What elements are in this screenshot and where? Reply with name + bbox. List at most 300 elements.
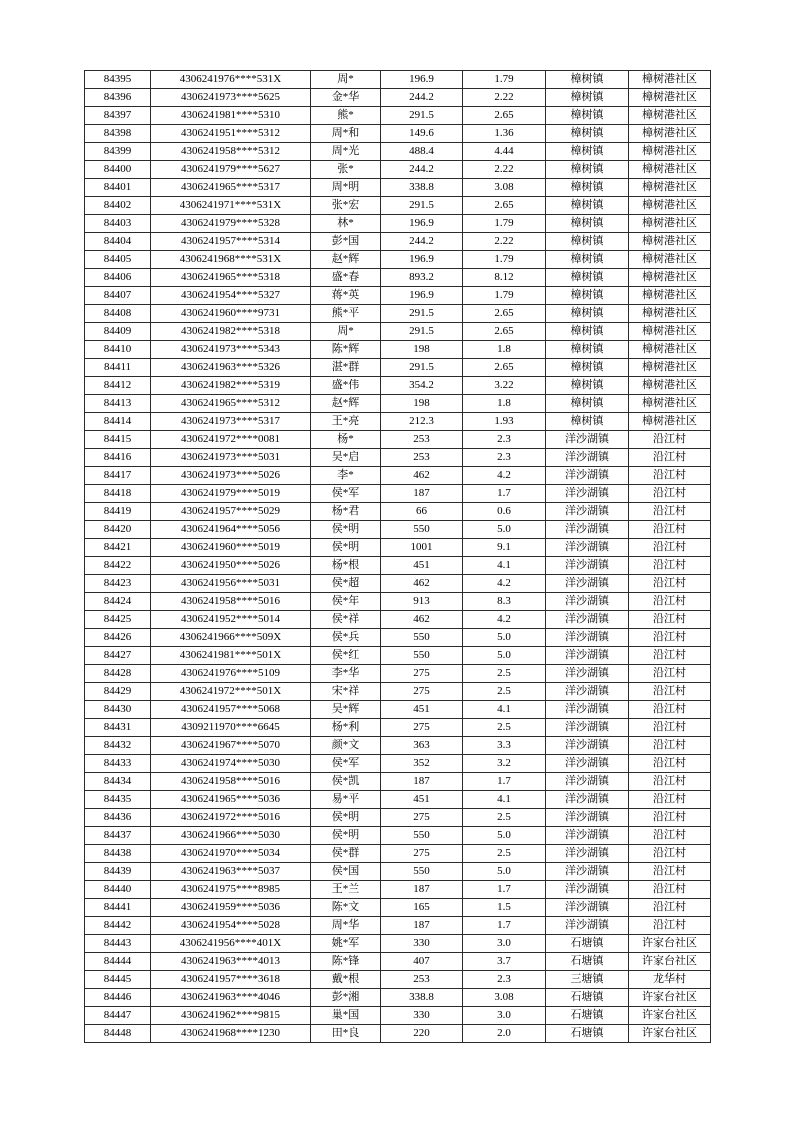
town-cell: 樟树镇 — [546, 323, 629, 341]
table-row — [85, 359, 711, 377]
rate-cell: 5.0 — [463, 647, 546, 665]
amount-cell: 291.5 — [381, 107, 463, 125]
rate-cell: 2.65 — [463, 197, 546, 215]
table-row — [85, 287, 711, 305]
id-number-cell: 4306241982****5318 — [151, 323, 311, 341]
name-cell: 彭*国 — [311, 233, 381, 251]
serial-cell: 84432 — [85, 737, 151, 755]
village-cell: 沿江村 — [629, 647, 711, 665]
rate-cell: 8.12 — [463, 269, 546, 287]
rate-cell: 3.22 — [463, 377, 546, 395]
id-number-cell: 4306241956****401X — [151, 935, 311, 953]
amount-cell: 462 — [381, 467, 463, 485]
id-number-cell: 4306241957****3618 — [151, 971, 311, 989]
id-number-cell: 4309211970****6645 — [151, 719, 311, 737]
serial-cell: 84409 — [85, 323, 151, 341]
table-row — [85, 989, 711, 1007]
table-row — [85, 89, 711, 107]
rate-cell: 4.2 — [463, 611, 546, 629]
name-cell: 巢*国 — [311, 1007, 381, 1025]
name-cell: 张* — [311, 161, 381, 179]
town-cell: 洋沙湖镇 — [546, 809, 629, 827]
name-cell: 侯*红 — [311, 647, 381, 665]
table-row — [85, 971, 711, 989]
amount-cell: 291.5 — [381, 323, 463, 341]
rate-cell: 5.0 — [463, 521, 546, 539]
village-cell: 樟树港社区 — [629, 413, 711, 431]
name-cell: 林* — [311, 215, 381, 233]
table-row — [85, 269, 711, 287]
amount-cell: 275 — [381, 665, 463, 683]
name-cell: 周* — [311, 71, 381, 89]
table-row — [85, 719, 711, 737]
id-number-cell: 4306241972****501X — [151, 683, 311, 701]
table-row — [85, 575, 711, 593]
village-cell: 沿江村 — [629, 467, 711, 485]
amount-cell: 330 — [381, 1007, 463, 1025]
town-cell: 樟树镇 — [546, 71, 629, 89]
town-cell: 洋沙湖镇 — [546, 431, 629, 449]
town-cell: 樟树镇 — [546, 341, 629, 359]
table-row — [85, 665, 711, 683]
table-row — [85, 395, 711, 413]
name-cell: 金*华 — [311, 89, 381, 107]
amount-cell: 66 — [381, 503, 463, 521]
rate-cell: 3.08 — [463, 989, 546, 1007]
name-cell: 陈*文 — [311, 899, 381, 917]
serial-cell: 84414 — [85, 413, 151, 431]
name-cell: 宋*祥 — [311, 683, 381, 701]
name-cell: 杨* — [311, 431, 381, 449]
amount-cell: 291.5 — [381, 359, 463, 377]
id-number-cell: 4306241976****531X — [151, 71, 311, 89]
amount-cell: 165 — [381, 899, 463, 917]
rate-cell: 2.5 — [463, 683, 546, 701]
id-number-cell: 4306241970****5034 — [151, 845, 311, 863]
id-number-cell: 4306241966****5030 — [151, 827, 311, 845]
table-row — [85, 863, 711, 881]
town-cell: 洋沙湖镇 — [546, 719, 629, 737]
id-number-cell: 4306241956****5031 — [151, 575, 311, 593]
serial-cell: 84435 — [85, 791, 151, 809]
town-cell: 石塘镇 — [546, 989, 629, 1007]
name-cell: 王*兰 — [311, 881, 381, 899]
rate-cell: 1.8 — [463, 395, 546, 413]
table-row — [85, 197, 711, 215]
name-cell: 周*和 — [311, 125, 381, 143]
id-number-cell: 4306241962****9815 — [151, 1007, 311, 1025]
name-cell: 侯*年 — [311, 593, 381, 611]
serial-cell: 84403 — [85, 215, 151, 233]
name-cell: 陈*锋 — [311, 953, 381, 971]
rate-cell: 1.79 — [463, 251, 546, 269]
amount-cell: 451 — [381, 701, 463, 719]
amount-cell: 212.3 — [381, 413, 463, 431]
town-cell: 樟树镇 — [546, 395, 629, 413]
town-cell: 洋沙湖镇 — [546, 701, 629, 719]
village-cell: 沿江村 — [629, 899, 711, 917]
table-row — [85, 251, 711, 269]
rate-cell: 1.7 — [463, 485, 546, 503]
table-row — [85, 431, 711, 449]
town-cell: 洋沙湖镇 — [546, 647, 629, 665]
rate-cell: 2.3 — [463, 431, 546, 449]
rate-cell: 2.5 — [463, 809, 546, 827]
amount-cell: 275 — [381, 719, 463, 737]
id-number-cell: 4306241958****5016 — [151, 773, 311, 791]
town-cell: 樟树镇 — [546, 359, 629, 377]
serial-cell: 84417 — [85, 467, 151, 485]
town-cell: 樟树镇 — [546, 215, 629, 233]
table-row — [85, 1025, 711, 1043]
name-cell: 侯*群 — [311, 845, 381, 863]
town-cell: 樟树镇 — [546, 305, 629, 323]
serial-cell: 84402 — [85, 197, 151, 215]
amount-cell: 244.2 — [381, 161, 463, 179]
id-number-cell: 4306241981****501X — [151, 647, 311, 665]
rate-cell: 4.2 — [463, 467, 546, 485]
town-cell: 洋沙湖镇 — [546, 773, 629, 791]
table-row — [85, 647, 711, 665]
name-cell: 湛*群 — [311, 359, 381, 377]
village-cell: 樟树港社区 — [629, 269, 711, 287]
id-number-cell: 4306241954****5327 — [151, 287, 311, 305]
table-row — [85, 773, 711, 791]
rate-cell: 0.6 — [463, 503, 546, 521]
serial-cell: 84398 — [85, 125, 151, 143]
table-row — [85, 215, 711, 233]
town-cell: 樟树镇 — [546, 125, 629, 143]
rate-cell: 4.44 — [463, 143, 546, 161]
town-cell: 洋沙湖镇 — [546, 665, 629, 683]
village-cell: 沿江村 — [629, 629, 711, 647]
serial-cell: 84415 — [85, 431, 151, 449]
village-cell: 沿江村 — [629, 845, 711, 863]
id-number-cell: 4306241968****1230 — [151, 1025, 311, 1043]
amount-cell: 451 — [381, 557, 463, 575]
serial-cell: 84397 — [85, 107, 151, 125]
town-cell: 洋沙湖镇 — [546, 683, 629, 701]
serial-cell: 84407 — [85, 287, 151, 305]
town-cell: 洋沙湖镇 — [546, 917, 629, 935]
amount-cell: 550 — [381, 647, 463, 665]
table-row — [85, 341, 711, 359]
table-row — [85, 881, 711, 899]
rate-cell: 2.65 — [463, 323, 546, 341]
village-cell: 沿江村 — [629, 809, 711, 827]
town-cell: 樟树镇 — [546, 107, 629, 125]
amount-cell: 275 — [381, 683, 463, 701]
rate-cell: 2.22 — [463, 161, 546, 179]
table-row — [85, 467, 711, 485]
table-row — [85, 161, 711, 179]
name-cell: 侯*凯 — [311, 773, 381, 791]
amount-cell: 550 — [381, 827, 463, 845]
serial-cell: 84405 — [85, 251, 151, 269]
id-number-cell: 4306241968****531X — [151, 251, 311, 269]
town-cell: 洋沙湖镇 — [546, 575, 629, 593]
village-cell: 沿江村 — [629, 539, 711, 557]
table-row — [85, 629, 711, 647]
village-cell: 沿江村 — [629, 665, 711, 683]
table-row — [85, 485, 711, 503]
table-row — [85, 305, 711, 323]
village-cell: 沿江村 — [629, 449, 711, 467]
id-number-cell: 4306241952****5014 — [151, 611, 311, 629]
town-cell: 洋沙湖镇 — [546, 611, 629, 629]
serial-cell: 84438 — [85, 845, 151, 863]
village-cell: 沿江村 — [629, 737, 711, 755]
id-number-cell: 4306241958****5312 — [151, 143, 311, 161]
rate-cell: 3.08 — [463, 179, 546, 197]
serial-cell: 84443 — [85, 935, 151, 953]
id-number-cell: 4306241954****5028 — [151, 917, 311, 935]
amount-cell: 1001 — [381, 539, 463, 557]
rate-cell: 2.3 — [463, 971, 546, 989]
town-cell: 洋沙湖镇 — [546, 899, 629, 917]
amount-cell: 187 — [381, 485, 463, 503]
amount-cell: 354.2 — [381, 377, 463, 395]
rate-cell: 2.5 — [463, 719, 546, 737]
rate-cell: 1.8 — [463, 341, 546, 359]
rate-cell: 2.65 — [463, 107, 546, 125]
village-cell: 沿江村 — [629, 611, 711, 629]
amount-cell: 220 — [381, 1025, 463, 1043]
village-cell: 樟树港社区 — [629, 341, 711, 359]
table-row — [85, 755, 711, 773]
amount-cell: 187 — [381, 773, 463, 791]
amount-cell: 196.9 — [381, 71, 463, 89]
village-cell: 樟树港社区 — [629, 305, 711, 323]
name-cell: 侯*国 — [311, 863, 381, 881]
table-row — [85, 827, 711, 845]
village-cell: 龙华村 — [629, 971, 711, 989]
town-cell: 洋沙湖镇 — [546, 737, 629, 755]
amount-cell: 196.9 — [381, 287, 463, 305]
id-number-cell: 4306241963****4046 — [151, 989, 311, 1007]
village-cell: 樟树港社区 — [629, 125, 711, 143]
village-cell: 樟树港社区 — [629, 143, 711, 161]
name-cell: 杨*根 — [311, 557, 381, 575]
serial-cell: 84423 — [85, 575, 151, 593]
serial-cell: 84427 — [85, 647, 151, 665]
name-cell: 熊*平 — [311, 305, 381, 323]
id-number-cell: 4306241951****5312 — [151, 125, 311, 143]
name-cell: 侯*明 — [311, 827, 381, 845]
town-cell: 石塘镇 — [546, 935, 629, 953]
village-cell: 樟树港社区 — [629, 179, 711, 197]
rate-cell: 1.5 — [463, 899, 546, 917]
town-cell: 三塘镇 — [546, 971, 629, 989]
village-cell: 沿江村 — [629, 557, 711, 575]
town-cell: 洋沙湖镇 — [546, 755, 629, 773]
table-row — [85, 71, 711, 89]
amount-cell: 338.8 — [381, 989, 463, 1007]
serial-cell: 84421 — [85, 539, 151, 557]
serial-cell: 84436 — [85, 809, 151, 827]
amount-cell: 253 — [381, 971, 463, 989]
name-cell: 蒋*英 — [311, 287, 381, 305]
serial-cell: 84431 — [85, 719, 151, 737]
rate-cell: 1.7 — [463, 917, 546, 935]
rate-cell: 1.7 — [463, 881, 546, 899]
table-row — [85, 809, 711, 827]
name-cell: 盛*伟 — [311, 377, 381, 395]
amount-cell: 253 — [381, 449, 463, 467]
table-row — [85, 557, 711, 575]
village-cell: 沿江村 — [629, 521, 711, 539]
id-number-cell: 4306241963****5326 — [151, 359, 311, 377]
town-cell: 石塘镇 — [546, 1025, 629, 1043]
name-cell: 戴*根 — [311, 971, 381, 989]
id-number-cell: 4306241973****5317 — [151, 413, 311, 431]
amount-cell: 462 — [381, 611, 463, 629]
name-cell: 王*亮 — [311, 413, 381, 431]
amount-cell: 253 — [381, 431, 463, 449]
id-number-cell: 4306241979****5019 — [151, 485, 311, 503]
village-cell: 许家台社区 — [629, 953, 711, 971]
serial-cell: 84434 — [85, 773, 151, 791]
table-row — [85, 611, 711, 629]
village-cell: 沿江村 — [629, 431, 711, 449]
id-number-cell: 4306241973****5026 — [151, 467, 311, 485]
table-row — [85, 899, 711, 917]
village-cell: 沿江村 — [629, 827, 711, 845]
name-cell: 侯*明 — [311, 521, 381, 539]
village-cell: 樟树港社区 — [629, 215, 711, 233]
town-cell: 樟树镇 — [546, 269, 629, 287]
rate-cell: 3.0 — [463, 1007, 546, 1025]
village-cell: 沿江村 — [629, 485, 711, 503]
village-cell: 樟树港社区 — [629, 287, 711, 305]
serial-cell: 84430 — [85, 701, 151, 719]
name-cell: 周*华 — [311, 917, 381, 935]
village-cell: 沿江村 — [629, 719, 711, 737]
village-cell: 许家台社区 — [629, 989, 711, 1007]
rate-cell: 5.0 — [463, 629, 546, 647]
name-cell: 周*光 — [311, 143, 381, 161]
name-cell: 侯*军 — [311, 755, 381, 773]
town-cell: 樟树镇 — [546, 179, 629, 197]
town-cell: 樟树镇 — [546, 233, 629, 251]
town-cell: 洋沙湖镇 — [546, 503, 629, 521]
table-body — [85, 71, 711, 1043]
id-number-cell: 4306241972****0081 — [151, 431, 311, 449]
serial-cell: 84396 — [85, 89, 151, 107]
village-cell: 许家台社区 — [629, 935, 711, 953]
serial-cell: 84441 — [85, 899, 151, 917]
name-cell: 赵*辉 — [311, 395, 381, 413]
id-number-cell: 4306241957****5029 — [151, 503, 311, 521]
id-number-cell: 4306241963****5037 — [151, 863, 311, 881]
amount-cell: 275 — [381, 809, 463, 827]
name-cell: 杨*利 — [311, 719, 381, 737]
table-row — [85, 143, 711, 161]
rate-cell: 4.2 — [463, 575, 546, 593]
rate-cell: 1.79 — [463, 287, 546, 305]
rate-cell: 9.1 — [463, 539, 546, 557]
id-number-cell: 4306241976****5109 — [151, 665, 311, 683]
amount-cell: 550 — [381, 629, 463, 647]
id-number-cell: 4306241973****5031 — [151, 449, 311, 467]
serial-cell: 84408 — [85, 305, 151, 323]
amount-cell: 187 — [381, 917, 463, 935]
serial-cell: 84445 — [85, 971, 151, 989]
serial-cell: 84444 — [85, 953, 151, 971]
serial-cell: 84437 — [85, 827, 151, 845]
serial-cell: 84420 — [85, 521, 151, 539]
id-number-cell: 4306241964****5056 — [151, 521, 311, 539]
serial-cell: 84433 — [85, 755, 151, 773]
table-row — [85, 917, 711, 935]
town-cell: 樟树镇 — [546, 287, 629, 305]
rate-cell: 4.1 — [463, 701, 546, 719]
name-cell: 颜*文 — [311, 737, 381, 755]
village-cell: 樟树港社区 — [629, 377, 711, 395]
town-cell: 洋沙湖镇 — [546, 881, 629, 899]
table-row — [85, 179, 711, 197]
id-number-cell: 4306241973****5343 — [151, 341, 311, 359]
serial-cell: 84448 — [85, 1025, 151, 1043]
town-cell: 石塘镇 — [546, 953, 629, 971]
town-cell: 洋沙湖镇 — [546, 827, 629, 845]
table-row — [85, 593, 711, 611]
amount-cell: 462 — [381, 575, 463, 593]
name-cell: 侯*超 — [311, 575, 381, 593]
serial-cell: 84439 — [85, 863, 151, 881]
id-number-cell: 4306241950****5026 — [151, 557, 311, 575]
town-cell: 洋沙湖镇 — [546, 449, 629, 467]
village-cell: 樟树港社区 — [629, 197, 711, 215]
id-number-cell: 4306241966****509X — [151, 629, 311, 647]
id-number-cell: 4306241965****5317 — [151, 179, 311, 197]
rate-cell: 4.1 — [463, 557, 546, 575]
name-cell: 周* — [311, 323, 381, 341]
village-cell: 沿江村 — [629, 683, 711, 701]
rate-cell: 5.0 — [463, 863, 546, 881]
serial-cell: 84447 — [85, 1007, 151, 1025]
id-number-cell: 4306241960****9731 — [151, 305, 311, 323]
rate-cell: 1.79 — [463, 215, 546, 233]
name-cell: 赵*辉 — [311, 251, 381, 269]
serial-cell: 84412 — [85, 377, 151, 395]
rate-cell: 1.79 — [463, 71, 546, 89]
serial-cell: 84410 — [85, 341, 151, 359]
id-number-cell: 4306241965****5318 — [151, 269, 311, 287]
id-number-cell: 4306241972****5016 — [151, 809, 311, 827]
amount-cell: 244.2 — [381, 233, 463, 251]
town-cell: 洋沙湖镇 — [546, 485, 629, 503]
town-cell: 樟树镇 — [546, 377, 629, 395]
id-number-cell: 4306241979****5328 — [151, 215, 311, 233]
village-cell: 樟树港社区 — [629, 233, 711, 251]
serial-cell: 84426 — [85, 629, 151, 647]
amount-cell: 198 — [381, 395, 463, 413]
rate-cell: 1.7 — [463, 773, 546, 791]
village-cell: 樟树港社区 — [629, 251, 711, 269]
id-number-cell: 4306241965****5036 — [151, 791, 311, 809]
rate-cell: 2.5 — [463, 845, 546, 863]
amount-cell: 338.8 — [381, 179, 463, 197]
id-number-cell: 4306241963****4013 — [151, 953, 311, 971]
village-cell: 樟树港社区 — [629, 89, 711, 107]
rate-cell: 2.22 — [463, 89, 546, 107]
amount-cell: 196.9 — [381, 251, 463, 269]
amount-cell: 275 — [381, 845, 463, 863]
village-cell: 沿江村 — [629, 791, 711, 809]
amount-cell: 330 — [381, 935, 463, 953]
data-table — [84, 70, 711, 1043]
